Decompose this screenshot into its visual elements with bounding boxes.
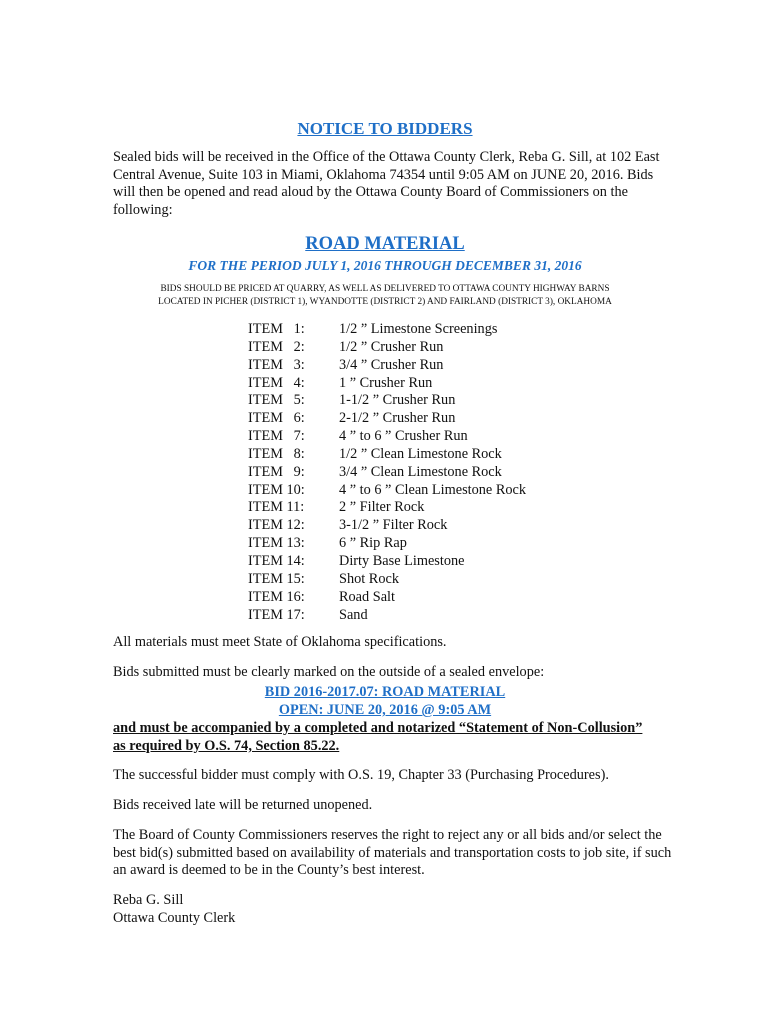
item-row bbox=[248, 517, 526, 535]
item-description: 1 ” Crusher Run bbox=[339, 374, 433, 391]
item-description: Sand bbox=[339, 606, 368, 623]
item-row bbox=[248, 446, 526, 464]
item-number: ITEM 9: bbox=[248, 463, 305, 480]
item-row bbox=[248, 499, 526, 517]
item-description: 1/2 ” Limestone Screenings bbox=[339, 321, 498, 337]
item-number: ITEM 10: bbox=[248, 481, 305, 498]
item-row bbox=[248, 392, 526, 410]
item-description: 2-1/2 ” Crusher Run bbox=[339, 410, 456, 427]
pricing-note-line-1: BIDS SHOULD BE PRICED AT QUARRY, AS WELL AS DELIVERED TO OTTAWA COUNTY HIGHWAY BARNS bbox=[160, 284, 610, 294]
item-description: Shot Rock bbox=[339, 570, 399, 587]
item-row bbox=[248, 464, 526, 482]
item-description: 3-1/2 ” Filter Rock bbox=[339, 517, 448, 534]
item-number: ITEM 2: bbox=[248, 338, 305, 355]
item-description: 4 ” to 6 ” Crusher Run bbox=[339, 428, 468, 445]
item-description: 3/4 ” Clean Limestone Rock bbox=[339, 463, 502, 480]
signature-name: Reba G. Sill bbox=[113, 892, 184, 908]
bid-period: FOR THE PERIOD JULY 1, 2016 THROUGH DECEMBER 31, 2016 bbox=[188, 258, 582, 273]
item-row bbox=[248, 482, 526, 500]
item-number: ITEM 17: bbox=[248, 606, 305, 623]
item-number: ITEM 7: bbox=[248, 428, 305, 445]
pricing-note bbox=[0, 283, 770, 310]
envelope-instructions: Bids submitted must be clearly marked on the outside of a sealed envelope: bbox=[113, 664, 545, 680]
item-number: ITEM 11: bbox=[248, 499, 305, 516]
item-description: 4 ” to 6 ” Clean Limestone Rock bbox=[339, 481, 527, 498]
item-description: 2 ” Filter Rock bbox=[339, 499, 425, 516]
intro-paragraph: Sealed bids will be received in the Office of the Ottawa County Clerk, Reba G. Sill, at 102 East Central Avenue, Suite 103 in Miami, Oklahoma 74354 until 9:05 AM on JUNE 20, 2016. Bids will then be opened and read aloud by the Ottawa County Board of Commissioners on the following: bbox=[113, 149, 660, 218]
item-number: ITEM 12: bbox=[248, 517, 305, 534]
item-row bbox=[248, 571, 526, 589]
section-title: ROAD MATERIAL bbox=[305, 234, 465, 254]
item-number: ITEM 13: bbox=[248, 535, 305, 552]
item-description: 1-1/2 ” Crusher Run bbox=[339, 392, 456, 409]
non-collusion-requirement: and must be accompanied by a completed and notarized “Statement of Non-Collusion” as required by O.S. 74, Section 85.22. bbox=[113, 720, 643, 754]
item-number: ITEM 5: bbox=[248, 392, 305, 409]
item-description: Dirty Base Limestone bbox=[339, 552, 465, 569]
item-number: ITEM 8: bbox=[248, 445, 305, 462]
bid-label: BID 2016-2017.07: ROAD MATERIAL bbox=[264, 684, 506, 700]
late-bids-notice: Bids received late will be returned unopened. bbox=[113, 797, 373, 813]
item-row bbox=[248, 428, 526, 446]
notice-title: NOTICE TO BIDDERS bbox=[297, 119, 473, 138]
pricing-note-line-2: LOCATED IN PICHER (DISTRICT 1), WYANDOTTE (DISTRICT 2) AND FAIRLAND (DISTRICT 3), OKLAHOMA bbox=[158, 297, 612, 308]
item-number: ITEM 14: bbox=[248, 552, 305, 569]
item-number: ITEM 6: bbox=[248, 410, 305, 427]
item-description: 3/4 ” Crusher Run bbox=[339, 356, 444, 373]
item-row bbox=[248, 357, 526, 375]
item-row bbox=[248, 375, 526, 393]
item-number: ITEM 15: bbox=[248, 570, 305, 587]
item-number: ITEM 4: bbox=[248, 374, 305, 391]
signature-block bbox=[113, 892, 673, 927]
reservation-paragraph: The Board of County Commissioners reserves the right to reject any or all bids and/or select the best bid(s) submitted based on availability of materials and transportation costs to job site, if such an award is deemed to be in the County’s best interest. bbox=[113, 827, 672, 879]
item-number: ITEM 16: bbox=[248, 588, 305, 605]
item-description: 1/2 ” Clean Limestone Rock bbox=[339, 445, 502, 462]
item-row bbox=[248, 553, 526, 571]
item-row bbox=[248, 410, 526, 428]
item-description: Road Salt bbox=[339, 588, 395, 605]
item-row bbox=[248, 321, 526, 339]
item-row bbox=[248, 589, 526, 607]
item-row bbox=[248, 339, 526, 357]
item-row bbox=[248, 607, 526, 625]
item-list bbox=[248, 321, 526, 624]
item-description: 6 ” Rip Rap bbox=[339, 535, 407, 552]
signature-title: Ottawa County Clerk bbox=[113, 909, 236, 926]
specifications-text: All materials must meet State of Oklahoma specifications. bbox=[113, 634, 447, 650]
item-number: ITEM 1: bbox=[248, 321, 305, 337]
open-label: OPEN: JUNE 20, 2016 @ 9:05 AM bbox=[278, 702, 492, 718]
purchasing-compliance: The successful bidder must comply with O.S. 19, Chapter 33 (Purchasing Procedures). bbox=[113, 767, 609, 783]
item-description: 1/2 ” Crusher Run bbox=[339, 338, 444, 355]
item-number: ITEM 3: bbox=[248, 356, 305, 373]
item-row bbox=[248, 535, 526, 553]
